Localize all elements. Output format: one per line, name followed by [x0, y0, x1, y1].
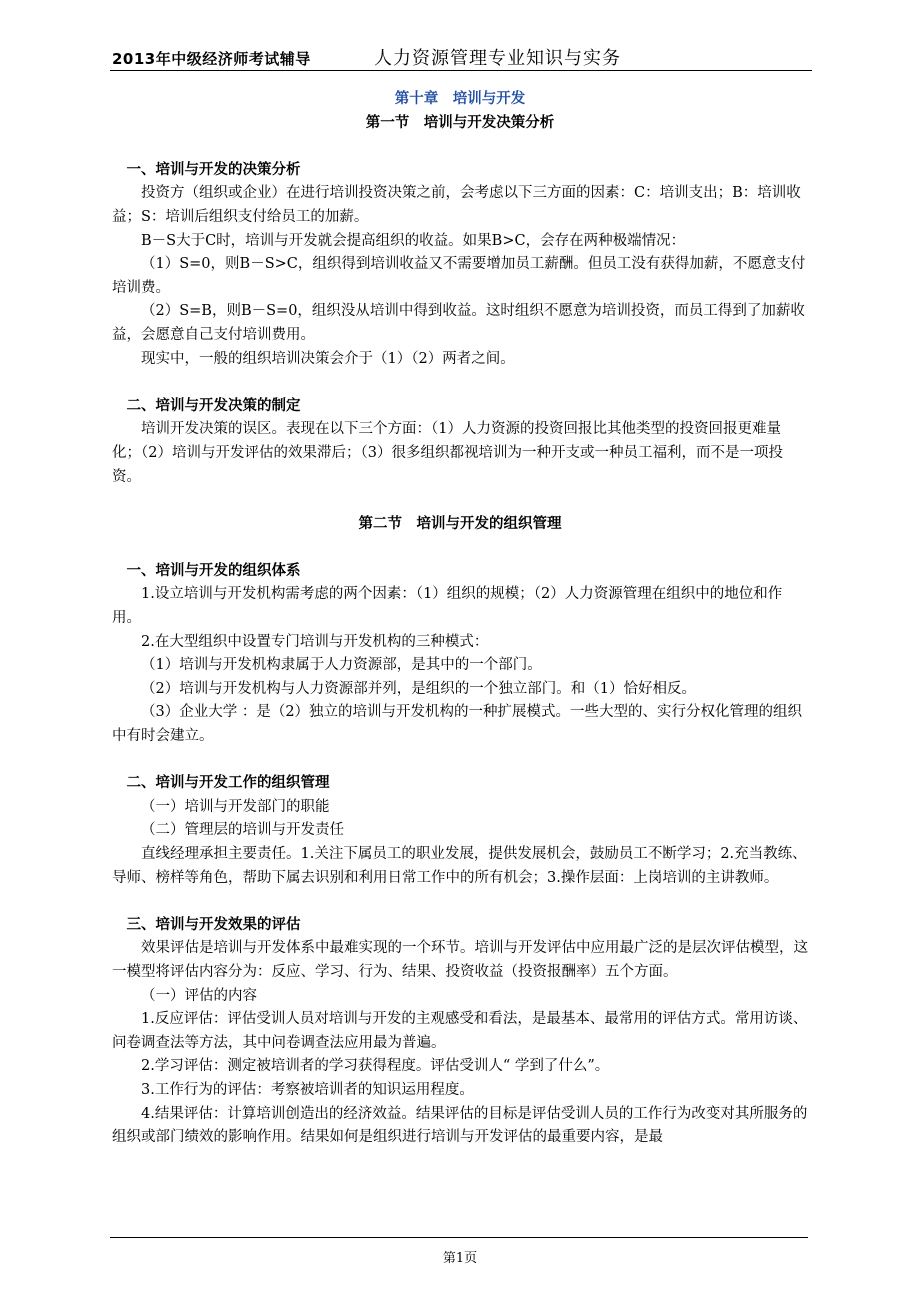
- paragraph: （1）培训与开发机构隶属于人力资源部，是其中的一个部门。: [141, 657, 542, 674]
- heading: 一、培训与开发的组织体系: [126, 562, 301, 579]
- paragraph: 投资方（组织或企业）在进行培训投资决策之前，会考虑以下三方面的因素：C：培训支出；B：培训收益；S：培训后组织支付给员工的加薪。: [112, 185, 801, 225]
- footer-rule: [110, 1237, 808, 1238]
- paragraph: 2.学习评估：测定被培训者的学习获得程度。评估受训人“ 学到了什么”。: [141, 1058, 610, 1075]
- header-rule: [110, 70, 812, 71]
- paragraph: 培训开发决策的误区。表现在以下三个方面：（1）人力资源的投资回报比其他类型的投资回报更难量化；（2）培训与开发评估的效果滞后；（3）很多组织都视培训为一种开支或一种员工福利，而不是一项投资。: [112, 421, 783, 485]
- header-exam-title: 2013年中级经济师考试辅导: [112, 50, 311, 68]
- page-header: [112, 44, 812, 70]
- paragraph: 4.结果评估：计算培训创造出的经济效益。结果评估的目标是评估受训人员的工作行为改变对其所服务的组织或部门绩效的影响作用。结果如何是组织进行培训与开发评估的最重要内容，是最: [112, 1105, 808, 1146]
- paragraph: 效果评估是培训与开发体系中最难实现的一个环节。培训与开发评估中应用最广泛的是层次评估模型，这一模型将评估内容分为：反应、学习、行为、结果、投资收益（投资报酬率）五个方面。: [112, 940, 808, 980]
- header-subject-title: 人力资源管理专业知识与实务: [374, 48, 621, 69]
- paragraph: （二）管理层的培训与开发责任: [141, 822, 344, 839]
- heading: 三、培训与开发效果的评估: [126, 916, 301, 933]
- paragraph: 3.工作行为的评估：考察被培训者的知识运用程度。: [141, 1081, 474, 1098]
- section-title: 第二节 培训与开发的组织管理: [358, 515, 562, 532]
- page-number: 第1页: [442, 1251, 478, 1266]
- heading: 一、培训与开发的决策分析: [126, 161, 301, 178]
- paragraph: （2）S=B，则B－S=0，组织没从培训中得到收益。这时组织不愿意为培训投资，而员工得到了加薪收益，会愿意自己支付培训费用。: [112, 303, 805, 343]
- paragraph: 现实中，一般的组织培训决策会介于（1）（2）两者之间。: [141, 350, 515, 367]
- chapter-title: 第十章 培训与开发: [394, 91, 526, 107]
- paragraph: （一）评估的内容: [141, 987, 257, 1004]
- section-title: 第一节 培训与开发决策分析: [365, 114, 555, 131]
- paragraph: （3）企业大学 ：是（2）独立的培训与开发机构的一种扩展模式。一些大型的、实行分权化管理的组织中有时会建立。: [112, 704, 803, 745]
- heading: 二、培训与开发决策的制定: [126, 397, 301, 414]
- paragraph: 直线经理承担主要责任。1.关注下属员工的职业发展，提供发展机会，鼓励员工不断学习；2.充当教练、导师、榜样等角色，帮助下属去识别和利用日常工作中的所有机会；3.操作层面：上岗培训的主讲教师。: [112, 846, 807, 886]
- paragraph: 1.设立培训与开发机构需考虑的两个因素：（1）组织的规模；（2）人力资源管理在组织中的地位和作用。: [112, 586, 783, 627]
- paragraph: （1）S=0，则B－S>C，组织得到培训收益又不需要增加员工薪酬。但员工没有获得加薪，不愿意支付培训费。: [112, 256, 806, 296]
- paragraph: B－S大于C时，培训与开发就会提高组织的收益。如果B>C，会存在两种极端情况：: [141, 232, 686, 249]
- paragraph: （一）培训与开发部门的职能: [141, 798, 330, 815]
- paragraph: 2.在大型组织中设置专门培训与开发机构的三种模式：: [141, 633, 489, 650]
- heading: 二、培训与开发工作的组织管理: [126, 775, 330, 792]
- paragraph: （2）培训与开发机构与人力资源部并列，是组织的一个独立部门。和（1）恰好相反。: [141, 680, 696, 697]
- document-body: [112, 88, 808, 1150]
- paragraph: 1.反应评估：评估受训人员对培训与开发的主观感受和看法，是最基本、最常用的评估方式。常用访谈、问卷调查法等方法，其中问卷调查法应用最为普遍。: [112, 1011, 808, 1051]
